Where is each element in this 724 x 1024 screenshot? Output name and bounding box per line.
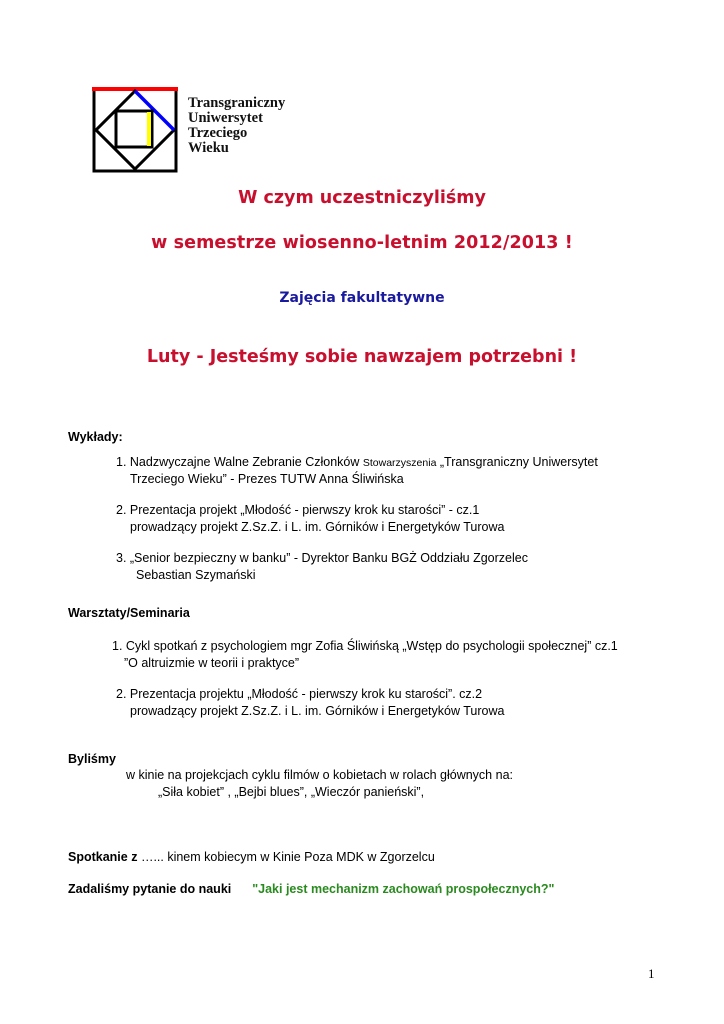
workshop-item-2: 2. Prezentacja projektu „Młodość - pierwszy krok ku starości”. cz.2 — [116, 687, 483, 701]
lecture-item-3: 3. „Senior bezpieczny w banku” - Dyrektor Banku BGŻ Oddziału Zgorzelec — [116, 551, 528, 565]
document-subtitle-semester: w semestrze wiosenno-letnim 2012/2013 ! — [151, 233, 573, 253]
lecture-item-2-line-2: prowadzący projekt Z.Sz.Z. i L. im. Górników i Energetyków Turowa — [130, 520, 505, 534]
document-title: W czym uczestniczyliśmy — [238, 188, 486, 208]
question-quote: "Jaki jest mechanizm zachowań prospołecznych?" — [252, 882, 555, 896]
workshops-heading: Warsztaty/Seminaria — [68, 606, 190, 620]
tutw-logo — [90, 85, 180, 175]
workshop-item-1: 1. Cykl spotkań z psychologiem mgr Zofia Śliwińską „Wstęp do psychologii społecznej” cz.1 — [112, 639, 618, 653]
lecture-item-1 — [116, 455, 598, 469]
workshop-item-2-line-2: prowadzący projekt Z.Sz.Z. i L. im. Górników i Energetyków Turowa — [130, 704, 505, 718]
lecture-item-2: 2. Prezentacja projekt „Młodość - pierwszy krok ku starości” - cz.1 — [116, 503, 480, 517]
lecture-item-1-line-2: Trzeciego Wieku” - Prezes TUTW Anna Śliwińska — [130, 472, 404, 486]
logo-text — [188, 96, 285, 156]
logo-line-3: Trzeciego — [188, 125, 248, 141]
workshop-item-1-line-2: ”O altruizmie w teorii i praktyce” — [124, 656, 300, 670]
question-line — [68, 882, 554, 896]
logo-line-1: Transgraniczny — [188, 95, 286, 111]
month-heading: Luty - Jesteśmy sobie nawzajem potrzebni ! — [146, 347, 578, 367]
lecture-item-1-text-b: „Transgraniczny Uniwersytet — [436, 455, 598, 469]
question-label: Zadaliśmy pytanie do nauki — [68, 882, 232, 896]
meeting-label: Spotkanie z — [68, 850, 138, 864]
visits-line-2: „Siła kobiet” , „Bejbi blues”, „Wieczór panieński”, — [158, 785, 425, 799]
lecture-item-1-small: Stowarzyszenia — [362, 457, 437, 469]
section-subtitle: Zajęcia fakultatywne — [279, 290, 445, 306]
lectures-heading: Wykłady: — [68, 430, 123, 444]
visits-line-1: w kinie na projekcjach cyklu filmów o kobietach w rolach głównych na: — [126, 768, 513, 782]
lecture-item-1-text-a: 1. Nadzwyczajne Walne Zebranie Członków — [116, 455, 363, 469]
visits-heading: Byliśmy — [68, 752, 116, 766]
meeting-line — [68, 850, 435, 864]
meeting-text: …... kinem kobiecym w Kinie Poza MDK w Zgorzelcu — [137, 850, 435, 864]
lecture-item-3-line-2: Sebastian Szymański — [136, 568, 256, 582]
page-number: 1 — [648, 966, 655, 981]
logo-line-4: Wieku — [188, 140, 229, 156]
logo-line-2: Uniwersytet — [188, 110, 263, 126]
